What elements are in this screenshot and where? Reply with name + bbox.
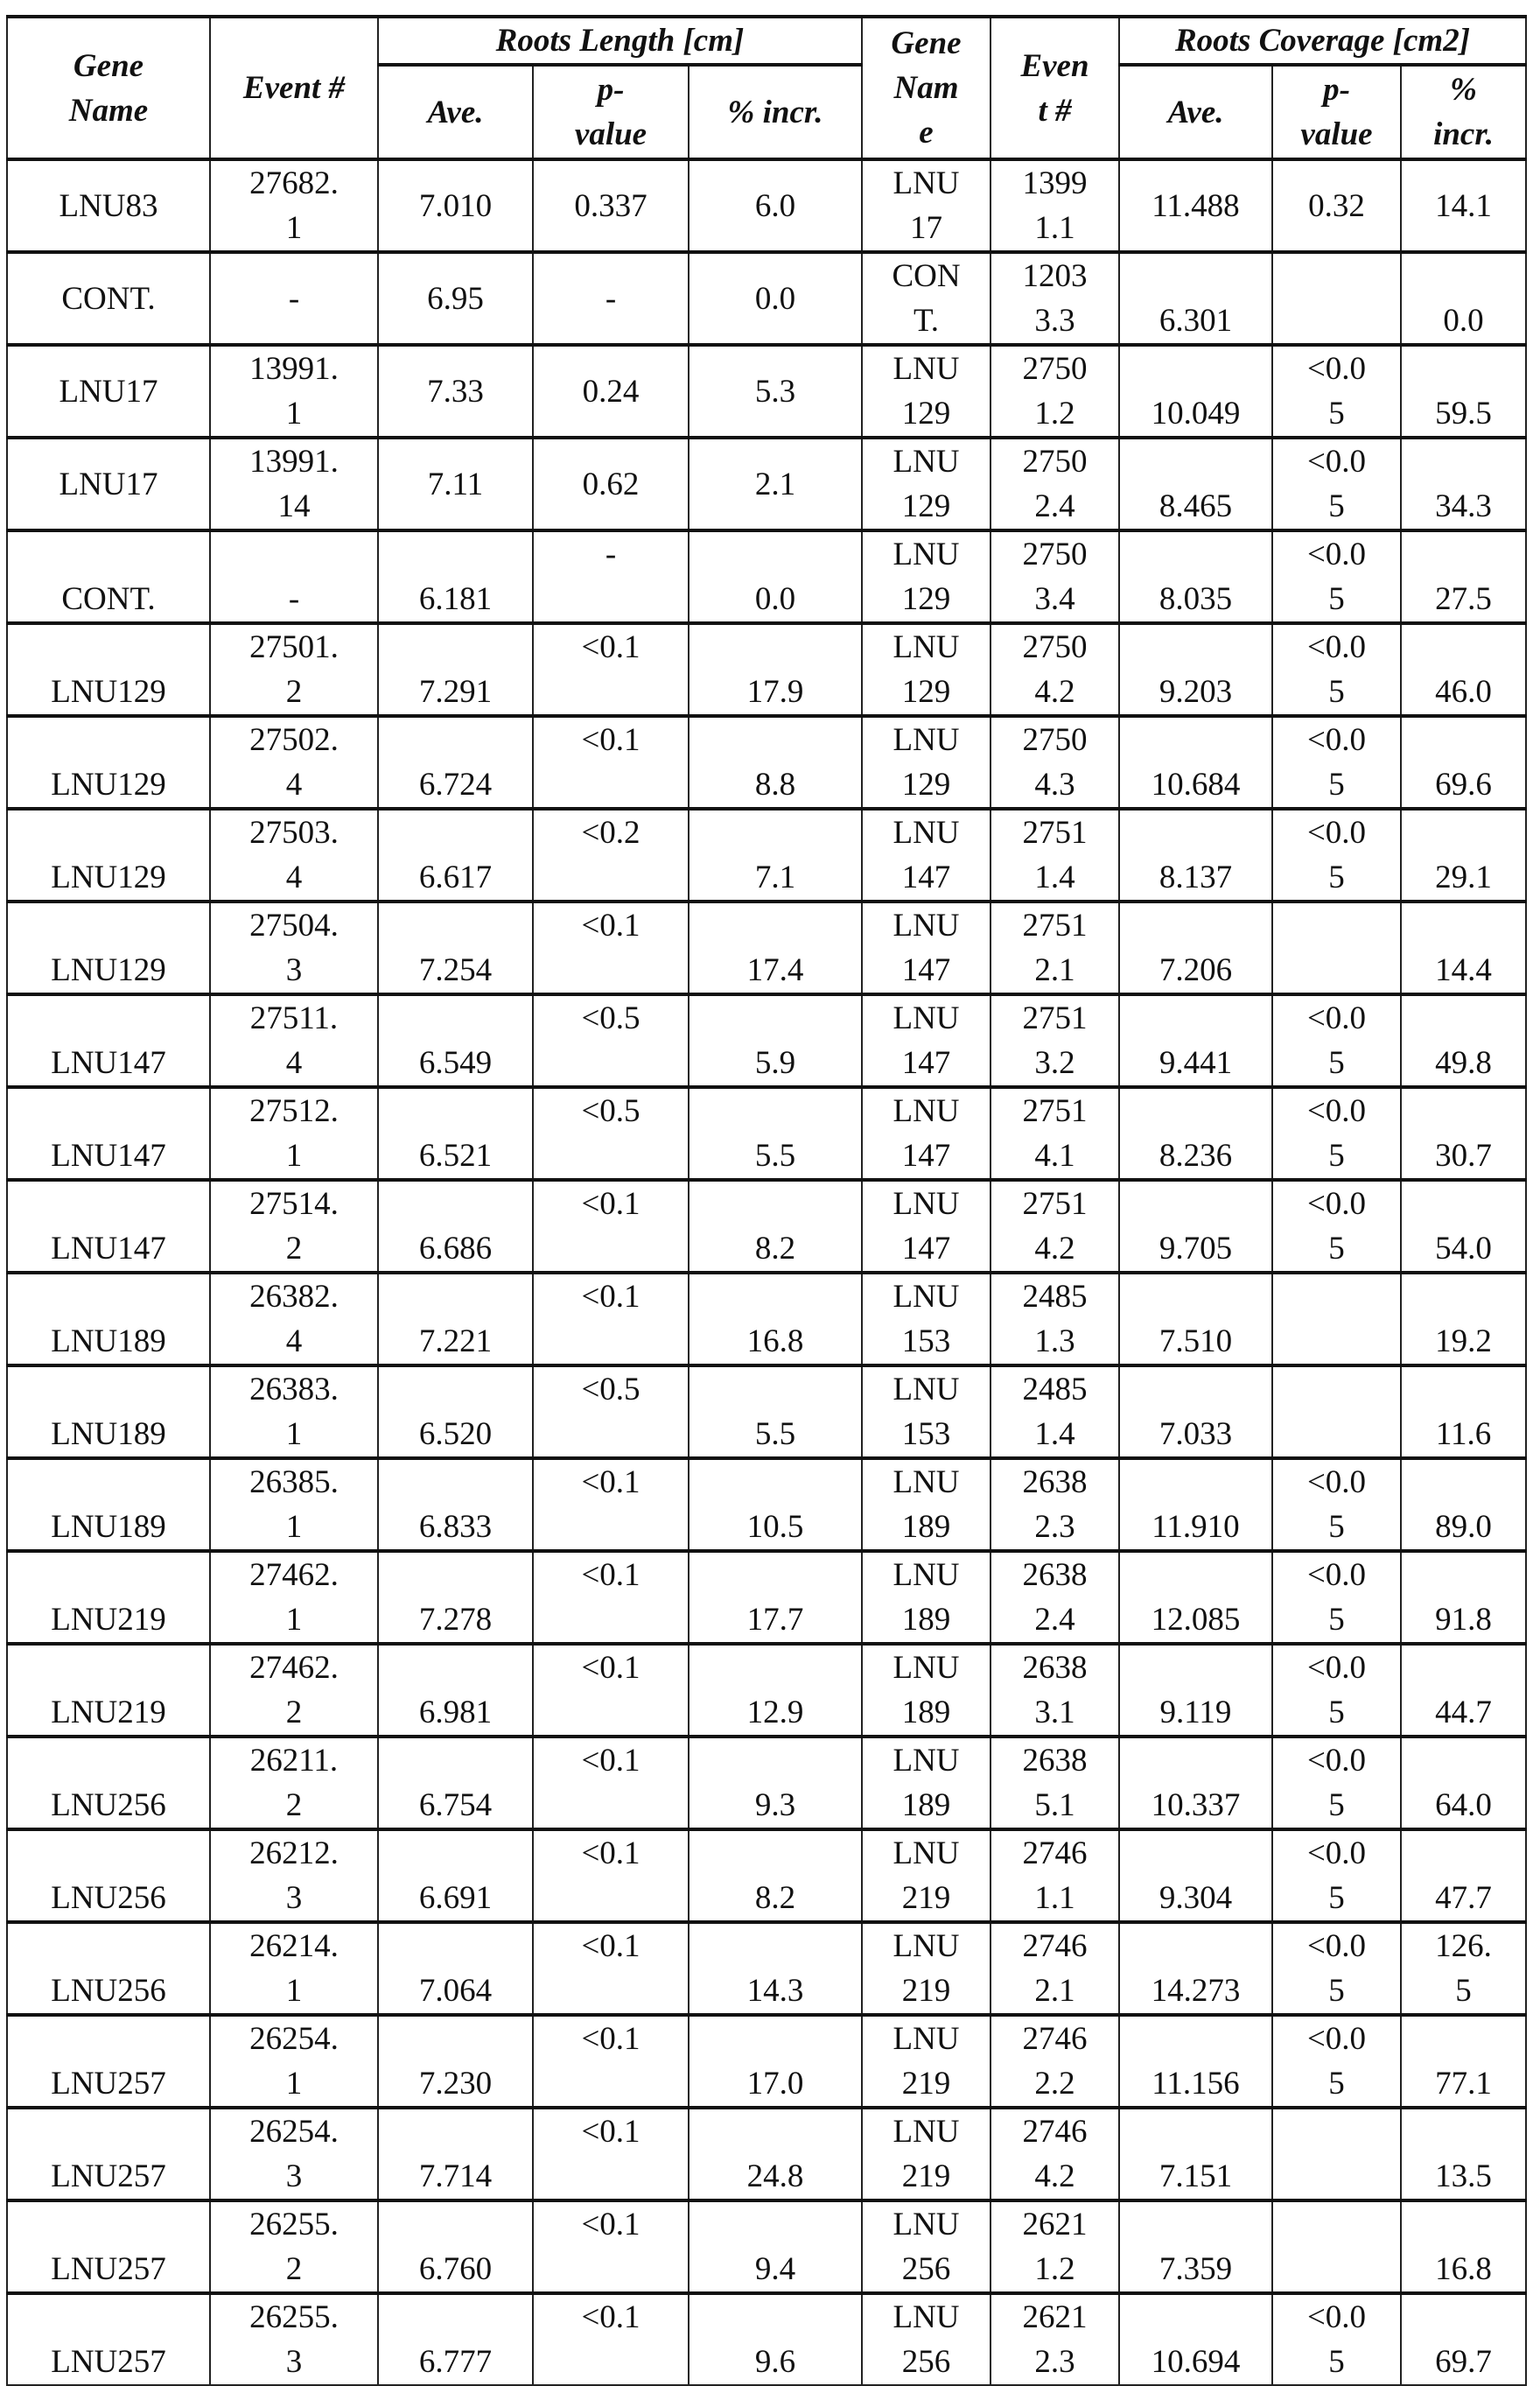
ave-2-cell: 14.273: [1119, 1922, 1272, 2015]
gene-name-2-cell: LNU 219: [862, 2108, 990, 2200]
pct-incr-2-cell: 46.0: [1401, 623, 1526, 716]
gene-name-2-cell: LNU 129: [862, 716, 990, 809]
ave-2-cell: 9.119: [1119, 1644, 1272, 1737]
event-2-cell: 2621 1.2: [990, 2200, 1119, 2293]
p-value-2-cell: <0.0 5: [1272, 1829, 1401, 1922]
event-cell: 26211. 2: [210, 1737, 378, 1829]
pct-incr-2-cell: 29.1: [1401, 809, 1526, 902]
pct-incr-cell: 2.1: [689, 438, 862, 530]
table-row: [7, 252, 1526, 345]
ave-cell: 7.221: [378, 1273, 533, 1365]
ave-2-cell: 8.465: [1119, 438, 1272, 530]
gene-name-2-cell: LNU 153: [862, 1365, 990, 1458]
p-value-2-cell: <0.0 5: [1272, 2293, 1401, 2385]
p-value-cell: <0.1: [533, 1829, 689, 1922]
gene-name-2-cell: LNU 147: [862, 994, 990, 1087]
event-cell: 27503. 4: [210, 809, 378, 902]
p-value-2-cell: <0.0 5: [1272, 1458, 1401, 1551]
pct-incr-cell: 16.8: [689, 1273, 862, 1365]
pct-incr-cell: 17.0: [689, 2015, 862, 2108]
gene-name-2-cell: LNU 219: [862, 2015, 990, 2108]
p-value-cell: 0.337: [533, 159, 689, 252]
p-value-2-cell: <0.0 5: [1272, 809, 1401, 902]
pct-incr-cell: 10.5: [689, 1458, 862, 1551]
pct-incr-cell: 9.3: [689, 1737, 862, 1829]
p-value-2-cell: [1272, 2200, 1401, 2293]
p-value-cell: <0.1: [533, 1644, 689, 1737]
p-value-cell: <0.1: [533, 1458, 689, 1551]
event-2-cell: 2746 1.1: [990, 1829, 1119, 1922]
header-pct-incr: % incr.: [689, 65, 862, 159]
event-cell: 26214. 1: [210, 1922, 378, 2015]
ave-cell: 6.833: [378, 1458, 533, 1551]
ave-2-cell: 11.910: [1119, 1458, 1272, 1551]
table-row: [7, 1829, 1526, 1922]
gene-name-cell: CONT.: [7, 530, 210, 623]
event-cell: 27501. 2: [210, 623, 378, 716]
table-row: [7, 1087, 1526, 1180]
pct-incr-2-cell: 0.0: [1401, 252, 1526, 345]
event-2-cell: 2638 5.1: [990, 1737, 1119, 1829]
pct-incr-cell: 8.8: [689, 716, 862, 809]
p-value-2-cell: <0.0 5: [1272, 1087, 1401, 1180]
event-2-cell: 2750 3.4: [990, 530, 1119, 623]
gene-name-2-cell: LNU 189: [862, 1458, 990, 1551]
event-2-cell: 2638 2.4: [990, 1551, 1119, 1644]
gene-name-cell: LNU129: [7, 902, 210, 994]
p-value-2-cell: <0.0 5: [1272, 1922, 1401, 2015]
gene-name-cell: LNU17: [7, 345, 210, 438]
ave-2-cell: 9.441: [1119, 994, 1272, 1087]
event-cell: 26255. 3: [210, 2293, 378, 2385]
event-2-cell: 2746 2.1: [990, 1922, 1119, 2015]
p-value-cell: <0.1: [533, 1737, 689, 1829]
event-cell: 27682. 1: [210, 159, 378, 252]
header-gene-name: Gene Name: [7, 17, 210, 159]
gene-name-cell: LNU147: [7, 1180, 210, 1273]
gene-name-cell: LNU257: [7, 2200, 210, 2293]
event-2-cell: 2750 1.2: [990, 345, 1119, 438]
pct-incr-cell: 5.5: [689, 1087, 862, 1180]
ave-2-cell: 9.203: [1119, 623, 1272, 716]
event-2-cell: 2750 2.4: [990, 438, 1119, 530]
ave-2-cell: 7.206: [1119, 902, 1272, 994]
gene-name-2-cell: LNU 147: [862, 1180, 990, 1273]
event-2-cell: 1203 3.3: [990, 252, 1119, 345]
table-row: [7, 994, 1526, 1087]
ave-cell: 6.521: [378, 1087, 533, 1180]
p-value-cell: <0.1: [533, 623, 689, 716]
p-value-2-cell: <0.0 5: [1272, 1644, 1401, 1737]
gene-name-2-cell: LNU 17: [862, 159, 990, 252]
table-row: [7, 345, 1526, 438]
p-value-cell: <0.1: [533, 716, 689, 809]
event-2-cell: 2751 3.2: [990, 994, 1119, 1087]
table-body: [7, 159, 1526, 2385]
table-row: [7, 2108, 1526, 2200]
p-value-2-cell: <0.0 5: [1272, 623, 1401, 716]
event-cell: 26385. 1: [210, 1458, 378, 1551]
table-row: [7, 1458, 1526, 1551]
ave-cell: 6.686: [378, 1180, 533, 1273]
ave-cell: 7.33: [378, 345, 533, 438]
event-cell: 27514. 2: [210, 1180, 378, 1273]
p-value-cell: -: [533, 252, 689, 345]
pct-incr-2-cell: 34.3: [1401, 438, 1526, 530]
gene-name-2-cell: LNU 219: [862, 1922, 990, 2015]
pct-incr-cell: 14.3: [689, 1922, 862, 2015]
ave-cell: 6.181: [378, 530, 533, 623]
p-value-2-cell: <0.0 5: [1272, 438, 1401, 530]
pct-incr-cell: 5.9: [689, 994, 862, 1087]
ave-cell: 6.777: [378, 2293, 533, 2385]
ave-2-cell: 7.510: [1119, 1273, 1272, 1365]
event-2-cell: 2485 1.4: [990, 1365, 1119, 1458]
event-2-cell: 2638 3.1: [990, 1644, 1119, 1737]
gene-name-cell: LNU256: [7, 1829, 210, 1922]
gene-name-2-cell: LNU 129: [862, 345, 990, 438]
header-p-value: p- value: [533, 65, 689, 159]
pct-incr-cell: 0.0: [689, 530, 862, 623]
gene-name-cell: LNU257: [7, 2015, 210, 2108]
gene-name-2-cell: LNU 189: [862, 1644, 990, 1737]
pct-incr-2-cell: 14.4: [1401, 902, 1526, 994]
event-cell: -: [210, 252, 378, 345]
pct-incr-cell: 5.3: [689, 345, 862, 438]
gene-name-cell: LNU219: [7, 1644, 210, 1737]
gene-name-cell: LNU189: [7, 1365, 210, 1458]
p-value-cell: <0.5: [533, 994, 689, 1087]
event-cell: 27502. 4: [210, 716, 378, 809]
pct-incr-2-cell: 77.1: [1401, 2015, 1526, 2108]
p-value-cell: <0.2: [533, 809, 689, 902]
ave-2-cell: 10.694: [1119, 2293, 1272, 2385]
gene-name-cell: LNU256: [7, 1922, 210, 2015]
pct-incr-2-cell: 27.5: [1401, 530, 1526, 623]
pct-incr-2-cell: 19.2: [1401, 1273, 1526, 1365]
table-row: [7, 1180, 1526, 1273]
ave-cell: 6.760: [378, 2200, 533, 2293]
ave-2-cell: 6.301: [1119, 252, 1272, 345]
pct-incr-cell: 6.0: [689, 159, 862, 252]
ave-2-cell: 7.033: [1119, 1365, 1272, 1458]
gene-name-2-cell: CON T.: [862, 252, 990, 345]
event-2-cell: 2638 2.3: [990, 1458, 1119, 1551]
p-value-cell: <0.1: [533, 1551, 689, 1644]
pct-incr-2-cell: 89.0: [1401, 1458, 1526, 1551]
gene-name-2-cell: LNU 256: [862, 2293, 990, 2385]
header-ave: Ave.: [378, 65, 533, 159]
ave-cell: 7.010: [378, 159, 533, 252]
pct-incr-2-cell: 30.7: [1401, 1087, 1526, 1180]
table-row: [7, 159, 1526, 252]
table-row: [7, 623, 1526, 716]
table-row: [7, 2200, 1526, 2293]
ave-cell: 7.254: [378, 902, 533, 994]
ave-2-cell: 10.684: [1119, 716, 1272, 809]
roots-data-table: [6, 15, 1527, 2386]
ave-cell: 6.981: [378, 1644, 533, 1737]
pct-incr-cell: 7.1: [689, 809, 862, 902]
table-row: [7, 1922, 1526, 2015]
p-value-cell: <0.1: [533, 1273, 689, 1365]
table-row: [7, 1737, 1526, 1829]
p-value-2-cell: <0.0 5: [1272, 1737, 1401, 1829]
event-cell: 27462. 1: [210, 1551, 378, 1644]
gene-name-cell: LNU256: [7, 1737, 210, 1829]
ave-cell: 6.617: [378, 809, 533, 902]
p-value-2-cell: <0.0 5: [1272, 1180, 1401, 1273]
ave-cell: 7.11: [378, 438, 533, 530]
gene-name-2-cell: LNU 219: [862, 1829, 990, 1922]
p-value-cell: -: [533, 530, 689, 623]
p-value-cell: <0.1: [533, 2200, 689, 2293]
event-2-cell: 2485 1.3: [990, 1273, 1119, 1365]
gene-name-cell: LNU17: [7, 438, 210, 530]
pct-incr-cell: 12.9: [689, 1644, 862, 1737]
table-row: [7, 809, 1526, 902]
p-value-2-cell: <0.0 5: [1272, 345, 1401, 438]
gene-name-cell: LNU189: [7, 1458, 210, 1551]
table-row: [7, 438, 1526, 530]
header-pct-incr-2: % incr.: [1401, 65, 1526, 159]
ave-cell: 7.064: [378, 1922, 533, 2015]
pct-incr-cell: 9.6: [689, 2293, 862, 2385]
event-2-cell: 2750 4.2: [990, 623, 1119, 716]
p-value-cell: <0.5: [533, 1365, 689, 1458]
gene-name-2-cell: LNU 189: [862, 1737, 990, 1829]
ave-cell: 6.691: [378, 1829, 533, 1922]
p-value-cell: <0.1: [533, 2293, 689, 2385]
ave-cell: 6.95: [378, 252, 533, 345]
gene-name-2-cell: LNU 129: [862, 530, 990, 623]
ave-2-cell: 9.705: [1119, 1180, 1272, 1273]
pct-incr-2-cell: 69.7: [1401, 2293, 1526, 2385]
event-cell: 27504. 3: [210, 902, 378, 994]
ave-2-cell: 11.156: [1119, 2015, 1272, 2108]
gene-name-2-cell: LNU 147: [862, 902, 990, 994]
event-2-cell: 1399 1.1: [990, 159, 1119, 252]
ave-cell: 6.549: [378, 994, 533, 1087]
ave-cell: 7.230: [378, 2015, 533, 2108]
event-2-cell: 2746 4.2: [990, 2108, 1119, 2200]
table-row: [7, 1551, 1526, 1644]
gene-name-2-cell: LNU 129: [862, 623, 990, 716]
ave-cell: 7.278: [378, 1551, 533, 1644]
gene-name-cell: LNU147: [7, 1087, 210, 1180]
pct-incr-2-cell: 11.6: [1401, 1365, 1526, 1458]
event-cell: -: [210, 530, 378, 623]
gene-name-cell: LNU129: [7, 623, 210, 716]
p-value-cell: <0.1: [533, 902, 689, 994]
event-2-cell: 2751 2.1: [990, 902, 1119, 994]
table-row: [7, 1365, 1526, 1458]
pct-incr-2-cell: 14.1: [1401, 159, 1526, 252]
table-row: [7, 530, 1526, 623]
pct-incr-2-cell: 91.8: [1401, 1551, 1526, 1644]
p-value-cell: 0.24: [533, 345, 689, 438]
p-value-cell: <0.1: [533, 1922, 689, 2015]
header-p-value-2: p- value: [1272, 65, 1401, 159]
pct-incr-2-cell: 59.5: [1401, 345, 1526, 438]
ave-2-cell: 10.337: [1119, 1737, 1272, 1829]
p-value-2-cell: <0.0 5: [1272, 716, 1401, 809]
pct-incr-2-cell: 13.5: [1401, 2108, 1526, 2200]
pct-incr-cell: 8.2: [689, 1180, 862, 1273]
ave-2-cell: 8.035: [1119, 530, 1272, 623]
pct-incr-cell: 8.2: [689, 1829, 862, 1922]
event-2-cell: 2621 2.3: [990, 2293, 1119, 2385]
table-row: [7, 2293, 1526, 2385]
gene-name-cell: CONT.: [7, 252, 210, 345]
header-gene-name-2: Gene Nam e: [862, 17, 990, 159]
header-event: Event #: [210, 17, 378, 159]
event-2-cell: 2746 2.2: [990, 2015, 1119, 2108]
pct-incr-cell: 5.5: [689, 1365, 862, 1458]
ave-2-cell: 12.085: [1119, 1551, 1272, 1644]
p-value-2-cell: <0.0 5: [1272, 2015, 1401, 2108]
pct-incr-cell: 24.8: [689, 2108, 862, 2200]
pct-incr-2-cell: 16.8: [1401, 2200, 1526, 2293]
header-roots-length: Roots Length [cm]: [378, 17, 862, 65]
gene-name-2-cell: LNU 147: [862, 1087, 990, 1180]
event-2-cell: 2751 4.2: [990, 1180, 1119, 1273]
event-cell: 26212. 3: [210, 1829, 378, 1922]
gene-name-cell: LNU219: [7, 1551, 210, 1644]
pct-incr-cell: 17.9: [689, 623, 862, 716]
ave-cell: 6.754: [378, 1737, 533, 1829]
pct-incr-2-cell: 126. 5: [1401, 1922, 1526, 2015]
gene-name-cell: LNU83: [7, 159, 210, 252]
p-value-cell: <0.5: [533, 1087, 689, 1180]
p-value-2-cell: [1272, 1365, 1401, 1458]
ave-cell: 7.291: [378, 623, 533, 716]
header-roots-coverage: Roots Coverage [cm2]: [1119, 17, 1526, 65]
p-value-2-cell: <0.0 5: [1272, 1551, 1401, 1644]
table-row: [7, 2015, 1526, 2108]
ave-2-cell: 9.304: [1119, 1829, 1272, 1922]
ave-cell: 6.520: [378, 1365, 533, 1458]
p-value-cell: <0.1: [533, 2108, 689, 2200]
gene-name-cell: LNU257: [7, 2293, 210, 2385]
event-cell: 26383. 1: [210, 1365, 378, 1458]
p-value-2-cell: 0.32: [1272, 159, 1401, 252]
gene-name-cell: LNU257: [7, 2108, 210, 2200]
event-cell: 26254. 1: [210, 2015, 378, 2108]
event-cell: 13991. 14: [210, 438, 378, 530]
pct-incr-cell: 17.7: [689, 1551, 862, 1644]
gene-name-cell: LNU189: [7, 1273, 210, 1365]
pct-incr-cell: 0.0: [689, 252, 862, 345]
pct-incr-2-cell: 49.8: [1401, 994, 1526, 1087]
p-value-cell: <0.1: [533, 1180, 689, 1273]
ave-2-cell: 10.049: [1119, 345, 1272, 438]
gene-name-2-cell: LNU 256: [862, 2200, 990, 2293]
header-ave-2: Ave.: [1119, 65, 1272, 159]
event-2-cell: 2750 4.3: [990, 716, 1119, 809]
ave-2-cell: 8.236: [1119, 1087, 1272, 1180]
p-value-2-cell: <0.0 5: [1272, 994, 1401, 1087]
ave-cell: 6.724: [378, 716, 533, 809]
pct-incr-2-cell: 47.7: [1401, 1829, 1526, 1922]
header-event-2: Even t #: [990, 17, 1119, 159]
p-value-cell: <0.1: [533, 2015, 689, 2108]
event-cell: 27512. 1: [210, 1087, 378, 1180]
event-cell: 13991. 1: [210, 345, 378, 438]
p-value-cell: 0.62: [533, 438, 689, 530]
event-cell: 27462. 2: [210, 1644, 378, 1737]
p-value-2-cell: <0.0 5: [1272, 530, 1401, 623]
pct-incr-2-cell: 69.6: [1401, 716, 1526, 809]
p-value-2-cell: [1272, 1273, 1401, 1365]
p-value-2-cell: [1272, 902, 1401, 994]
p-value-2-cell: [1272, 252, 1401, 345]
gene-name-2-cell: LNU 189: [862, 1551, 990, 1644]
event-cell: 26254. 3: [210, 2108, 378, 2200]
event-cell: 26255. 2: [210, 2200, 378, 2293]
event-cell: 27511. 4: [210, 994, 378, 1087]
ave-2-cell: 7.359: [1119, 2200, 1272, 2293]
gene-name-cell: LNU147: [7, 994, 210, 1087]
table-row: [7, 902, 1526, 994]
event-cell: 26382. 4: [210, 1273, 378, 1365]
pct-incr-cell: 9.4: [689, 2200, 862, 2293]
event-2-cell: 2751 4.1: [990, 1087, 1119, 1180]
ave-cell: 7.714: [378, 2108, 533, 2200]
pct-incr-2-cell: 64.0: [1401, 1737, 1526, 1829]
table-row: [7, 1273, 1526, 1365]
gene-name-cell: LNU129: [7, 716, 210, 809]
event-2-cell: 2751 1.4: [990, 809, 1119, 902]
gene-name-2-cell: LNU 153: [862, 1273, 990, 1365]
gene-name-2-cell: LNU 129: [862, 438, 990, 530]
ave-2-cell: 11.488: [1119, 159, 1272, 252]
pct-incr-2-cell: 54.0: [1401, 1180, 1526, 1273]
pct-incr-cell: 17.4: [689, 902, 862, 994]
p-value-2-cell: [1272, 2108, 1401, 2200]
ave-2-cell: 7.151: [1119, 2108, 1272, 2200]
ave-2-cell: 8.137: [1119, 809, 1272, 902]
table-row: [7, 716, 1526, 809]
gene-name-2-cell: LNU 147: [862, 809, 990, 902]
gene-name-cell: LNU129: [7, 809, 210, 902]
table-row: [7, 1644, 1526, 1737]
pct-incr-2-cell: 44.7: [1401, 1644, 1526, 1737]
